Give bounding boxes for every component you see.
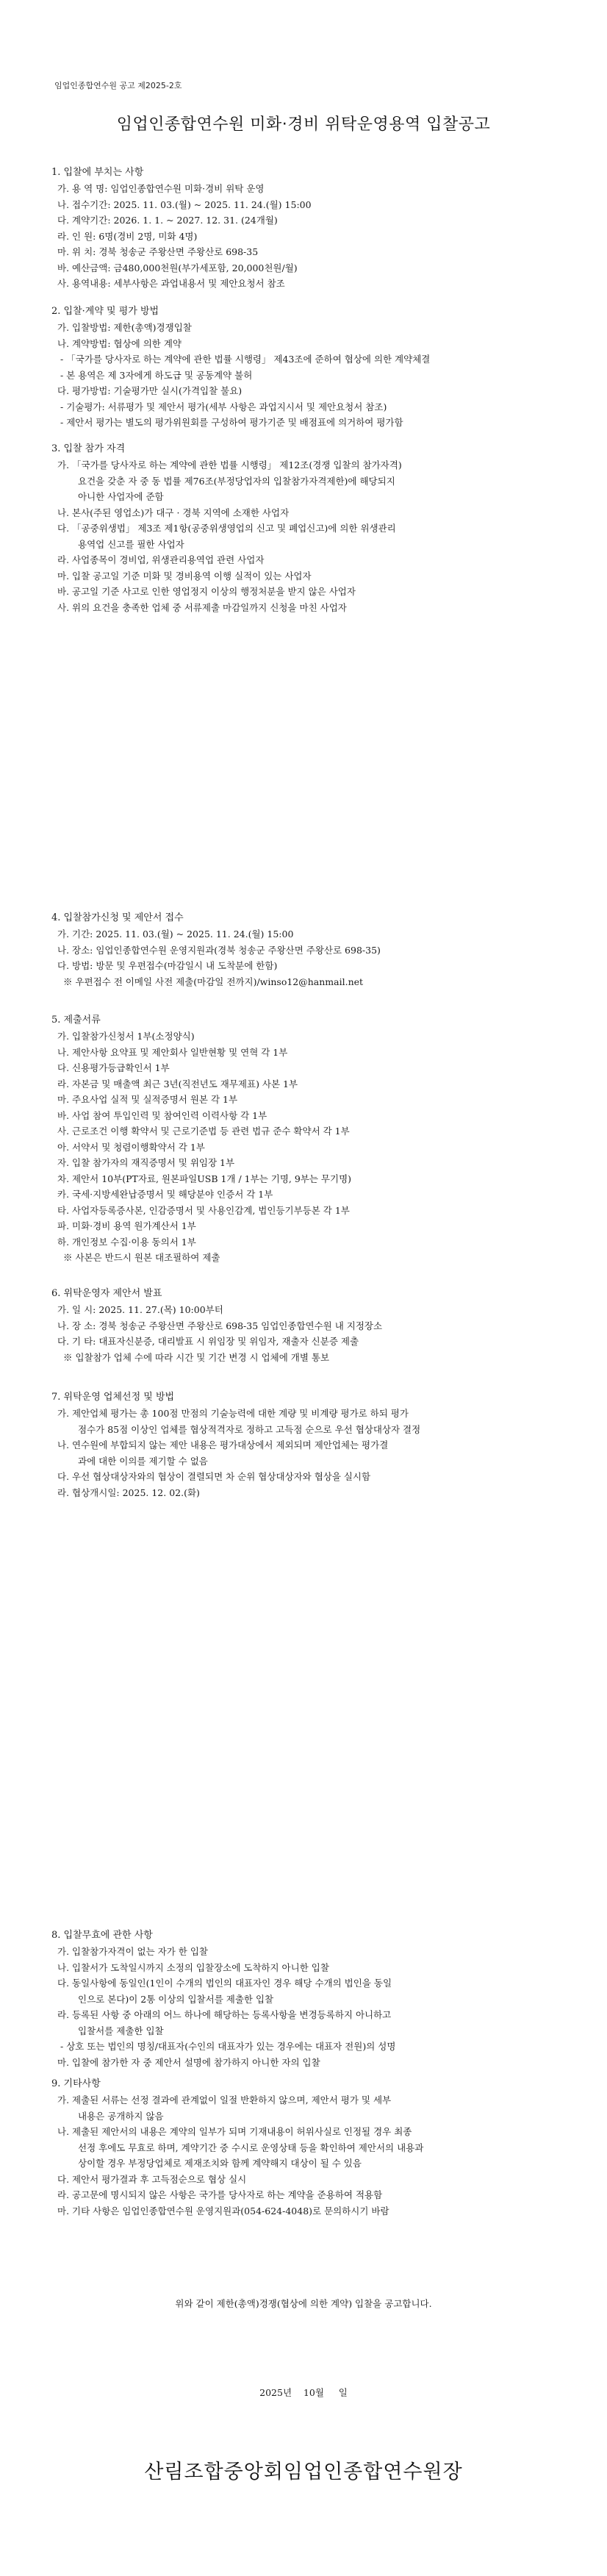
section-line: 나. 제안사항 요약표 및 제안회사 일반현황 및 연혁 각 1부: [57, 1046, 288, 1058]
section-heading: 4. 입찰참가신청 및 제안서 접수: [51, 912, 184, 923]
section-heading: 7. 위탁운영 업체선정 및 방법: [51, 1392, 175, 1403]
section-line: 하. 개인정보 수집·이용 동의서 1부: [57, 1236, 196, 1248]
section-line: 가. 입찰참가신청서 1부(소정양식): [57, 1031, 195, 1042]
section-line: 마. 주요사업 실적 및 실적증명서 원본 각 1부: [57, 1094, 238, 1105]
section-line: ※ 사본은 반드시 원본 대조필하여 제출: [63, 1252, 220, 1263]
section-line: 가. 입찰참가자격이 없는 자가 한 입찰: [57, 1946, 208, 1957]
section-heading: 3. 입찰 참가 자격: [51, 443, 126, 454]
section-presentation: [51, 1286, 558, 1365]
section-heading: 9. 기타사항: [51, 2078, 101, 2089]
section-heading: 6. 위탁운영자 제안서 발표: [51, 1288, 162, 1299]
section-line: 용역업 신고를 필한 사업자: [78, 538, 184, 550]
issuer-signature: 산림조합중앙회임업인종합연수원장: [144, 2461, 463, 2483]
section-line: - 본 용역은 제 3자에게 하도급 및 공동계약 불허: [60, 369, 253, 381]
section-line: 자. 입찰 참가자의 재직증명서 및 위임장 1부: [57, 1157, 235, 1168]
section-line: 라. 사업종목이 경비업, 위생관리용역업 관련 사업자: [57, 554, 265, 565]
section-line: 요건을 갖춘 자 중 동 법률 제76조(부정당업자의 입찰참가자격제한)에 해당되지: [78, 475, 395, 487]
section-line: 라. 협상개시일: 2025. 12. 02.(화): [57, 1486, 200, 1498]
section-line: - 제안서 평가는 별도의 평가위원회를 구성하여 평가기준 및 배점표에 의거하여 평가함: [60, 417, 403, 428]
section-line: 나. 입찰서가 도착일시까지 소정의 입찰장소에 도착하지 아니한 입찰: [57, 1961, 329, 1973]
section-line: 나. 계약방법: 협상에 의한 계약: [57, 337, 182, 349]
section-line: 나. 제출된 제안서의 내용은 계약의 일부가 되며 기재내용이 허위사실로 인정될 경우 최종: [57, 2126, 412, 2137]
section-line: 가. 기간: 2025. 11. 03.(월) ~ 2025. 11. 24.(월) 15:00: [57, 929, 294, 940]
section-line: 나. 본사(주된 영업소)가 대구 · 경북 지역에 소재한 사업자: [57, 507, 290, 518]
section-line: 다. 동일사항에 동일인(1인이 수개의 법인의 대표자인 경우 해당 수개의 법인을 동일: [57, 1978, 392, 1989]
document-title: 임업인종합연수원 미화·경비 위탁운영용역 입찰공고: [116, 115, 491, 134]
section-heading: 1. 입찰에 부치는 사항: [51, 167, 144, 178]
section-eligibility: [51, 441, 558, 615]
section-line: 다. 방법: 방문 및 우편접수(마감일시 내 도착분에 한함): [57, 960, 278, 971]
section-line: - 「국가를 당사자로 하는 계약에 관한 법률 시행령」 제43조에 준하여 협상에 의한 계약체결: [60, 354, 431, 365]
notice-date: 2025년 10월 일: [259, 2387, 348, 2398]
section-line: 점수가 85점 이상인 업체를 협상적격자로 정하고 고득점 순으로 우선 협상대상자 결정: [78, 1423, 421, 1435]
section-line: 가. 「국가를 당사자로 하는 계약에 관한 법률 시행령」 제12조(경쟁 입찰의 참가자격): [57, 459, 402, 471]
section-line: 가. 제출된 서류는 선정 결과에 관계없이 일절 반환하지 않으며, 제안서 평가 및 세부: [57, 2094, 392, 2105]
section-line: 나. 연수원에 부합되지 않는 제안 내용은 평가대상에서 제외되며 제안업체는 평가결: [57, 1439, 389, 1450]
section-line: 차. 제안서 10부(PT자료, 원본파일USB 1개 / 1부는 기명, 9부는 무기명): [57, 1173, 352, 1184]
section-line: - 상호 또는 법인의 명칭/대표자(수인의 대표자가 있는 경우에는 대표자 전원)의 성명: [60, 2041, 396, 2052]
section-line: 바. 사업 참여 투입인력 및 참여인력 이력사항 각 1부: [57, 1109, 267, 1121]
section-line: 다. 우선 협상대상자와의 협상이 결렬되면 차 순위 협상대상자와 협상을 실시함: [57, 1471, 371, 1482]
section-bidding-items: [51, 165, 558, 292]
section-other-matters: [51, 2076, 558, 2219]
section-line: 내용은 공개하지 않음: [78, 2110, 164, 2122]
section-heading: 8. 입찰무효에 관한 사항: [51, 1930, 153, 1941]
notice-number: 임업인종합연수원 공고 제2025-2호: [54, 81, 182, 90]
section-line: 라. 공고문에 명시되지 않은 사항은 국가를 당사자로 하는 계약을 준용하여 적용함: [57, 2189, 383, 2200]
section-line: 선정 후에도 무효로 하며, 계약기간 중 수시로 운영상태 등을 확인하여 제안서의 내용과: [78, 2142, 424, 2153]
section-line: 카. 국세·지방세완납증명서 및 해당분야 인증서 각 1부: [57, 1189, 273, 1200]
section-line: 사. 근로조건 이행 확약서 및 근로기준법 등 관련 법규 준수 확약서 각 1부: [57, 1126, 350, 1137]
section-line: 다. 신용평가등급확인서 1부: [57, 1062, 170, 1073]
section-invalid-bids: [51, 1928, 558, 2070]
section-line: 과에 대한 이의를 제기할 수 없음: [78, 1455, 208, 1467]
section-line: 가. 제안업체 평가는 총 100점 만점의 기술능력에 대한 계량 및 비계량 평가로 하되 평가: [57, 1408, 409, 1419]
closing-statement: 위와 같이 제한(총액)경쟁(협상에 의한 계약) 입찰을 공고합니다.: [175, 2298, 432, 2309]
section-heading: 5. 제출서류: [51, 1015, 101, 1026]
section-line: 아니한 사업자에 준함: [78, 491, 164, 502]
section-line: 타. 사업자등록증사본, 인감증명서 및 사용인감계, 법인등기부등본 각 1부: [57, 1204, 350, 1216]
section-line: 상이할 경우 부정당업체로 제재조치와 함께 계약해지 대상이 될 수 있음: [78, 2158, 362, 2169]
section-line: 마. 기타 사항은 임업인종합연수원 운영지원과(054-624-4048)로 문의하시기 바람: [57, 2205, 389, 2217]
section-line: 나. 접수기간: 2025. 11. 03.(월) ~ 2025. 11. 24.(월) 15:00: [57, 198, 312, 210]
section-line: 다. 제안서 평가결과 후 고득점순으로 협상 실시: [57, 2173, 247, 2185]
section-line: - 기술평가: 서류평가 및 제안서 평가(세부 사항은 과업지시서 및 제안요청서 참조): [60, 401, 387, 412]
section-line: 마. 위 치: 경북 청송군 주왕산면 주왕산로 698-35: [57, 246, 259, 257]
section-line: 파. 미화·경비 용역 원가계산서 1부: [57, 1220, 196, 1231]
section-line: 나. 장소: 임업인종합연수원 운영지원과(경북 청송군 주왕산면 주왕산로 698-35): [57, 944, 381, 956]
section-application-submission: [51, 910, 558, 990]
section-selection-method: [51, 1389, 558, 1500]
section-line: 입찰서를 제출한 입찰: [78, 2025, 164, 2036]
section-line: 다. 「공중위생법」 제3조 제1항(공중위생영업의 신고 및 폐업신고)에 의한 위생관리: [57, 523, 396, 534]
section-line: 라. 인 원: 6명(경비 2명, 미화 4명): [57, 230, 198, 242]
section-line: 마. 입찰 공고일 기준 미화 및 경비용역 이행 실적이 있는 사업자: [57, 570, 312, 582]
section-line: 인으로 본다)이 2통 이상의 입찰서를 제출한 입찰: [78, 1993, 274, 2005]
section-line: 다. 평가방법: 기술평가만 실시(가격입찰 불요): [57, 385, 243, 396]
section-line: 바. 예산금액: 금480,000천원(부가세포함, 20,000천원/월): [57, 262, 298, 273]
section-line: 사. 위의 요건을 충족한 업체 중 서류제출 마감일까지 신청을 마친 사업자: [57, 601, 347, 613]
section-contract-evaluation: [51, 304, 558, 431]
section-line: 라. 자본금 및 매출액 최근 3년(직전년도 재무제표) 사본 1부: [57, 1078, 298, 1090]
section-line: 다. 기 타: 대표자신분증, 대리발표 시 위임장 및 위임자, 재출자 신분증 제출: [57, 1336, 359, 1347]
section-line: 나. 장 소: 경북 청송군 주왕산면 주왕산로 698-35 임업인종합연수원 내 지정장소: [57, 1320, 383, 1331]
section-line: 다. 계약기간: 2026. 1. 1. ~ 2027. 12. 31. (24개월): [57, 215, 278, 226]
section-line: 사. 용역내용: 세부사항은 과업내용서 및 제안요청서 참조: [57, 278, 285, 289]
section-heading: 2. 입찰·계약 및 평가 방법: [51, 306, 159, 317]
section-line: ※ 입찰참가 업체 수에 따라 시간 및 기간 변경 시 업체에 개별 통보: [63, 1351, 330, 1363]
section-line: 바. 공고일 기준 사고로 인한 영업정지 이상의 행정처분을 받지 않은 사업자: [57, 586, 356, 597]
section-line: 라. 등록된 사항 중 아래의 어느 하나에 해당하는 등록사항을 변경등록하지 아니하고: [57, 2009, 392, 2020]
email-note: ※ 우편접수 전 이메일 사전 제출(마감일 전까지)/winso12@hanmail.net: [63, 976, 364, 987]
section-line: 가. 용 역 명: 임업인종합연수원 미화·경비 위탁 운영: [57, 183, 265, 194]
section-required-documents: [51, 1012, 558, 1266]
section-line: 가. 입찰방법: 제한(총액)경쟁입찰: [57, 322, 192, 333]
section-line: 마. 입찰에 참가한 자 중 제안서 설명에 참가하지 아니한 자의 입찰: [57, 2056, 320, 2068]
section-line: 가. 일 시: 2025. 11. 27.(목) 10:00부터: [57, 1304, 223, 1315]
section-line: 아. 서약서 및 청렴이행확약서 각 1부: [57, 1141, 205, 1153]
